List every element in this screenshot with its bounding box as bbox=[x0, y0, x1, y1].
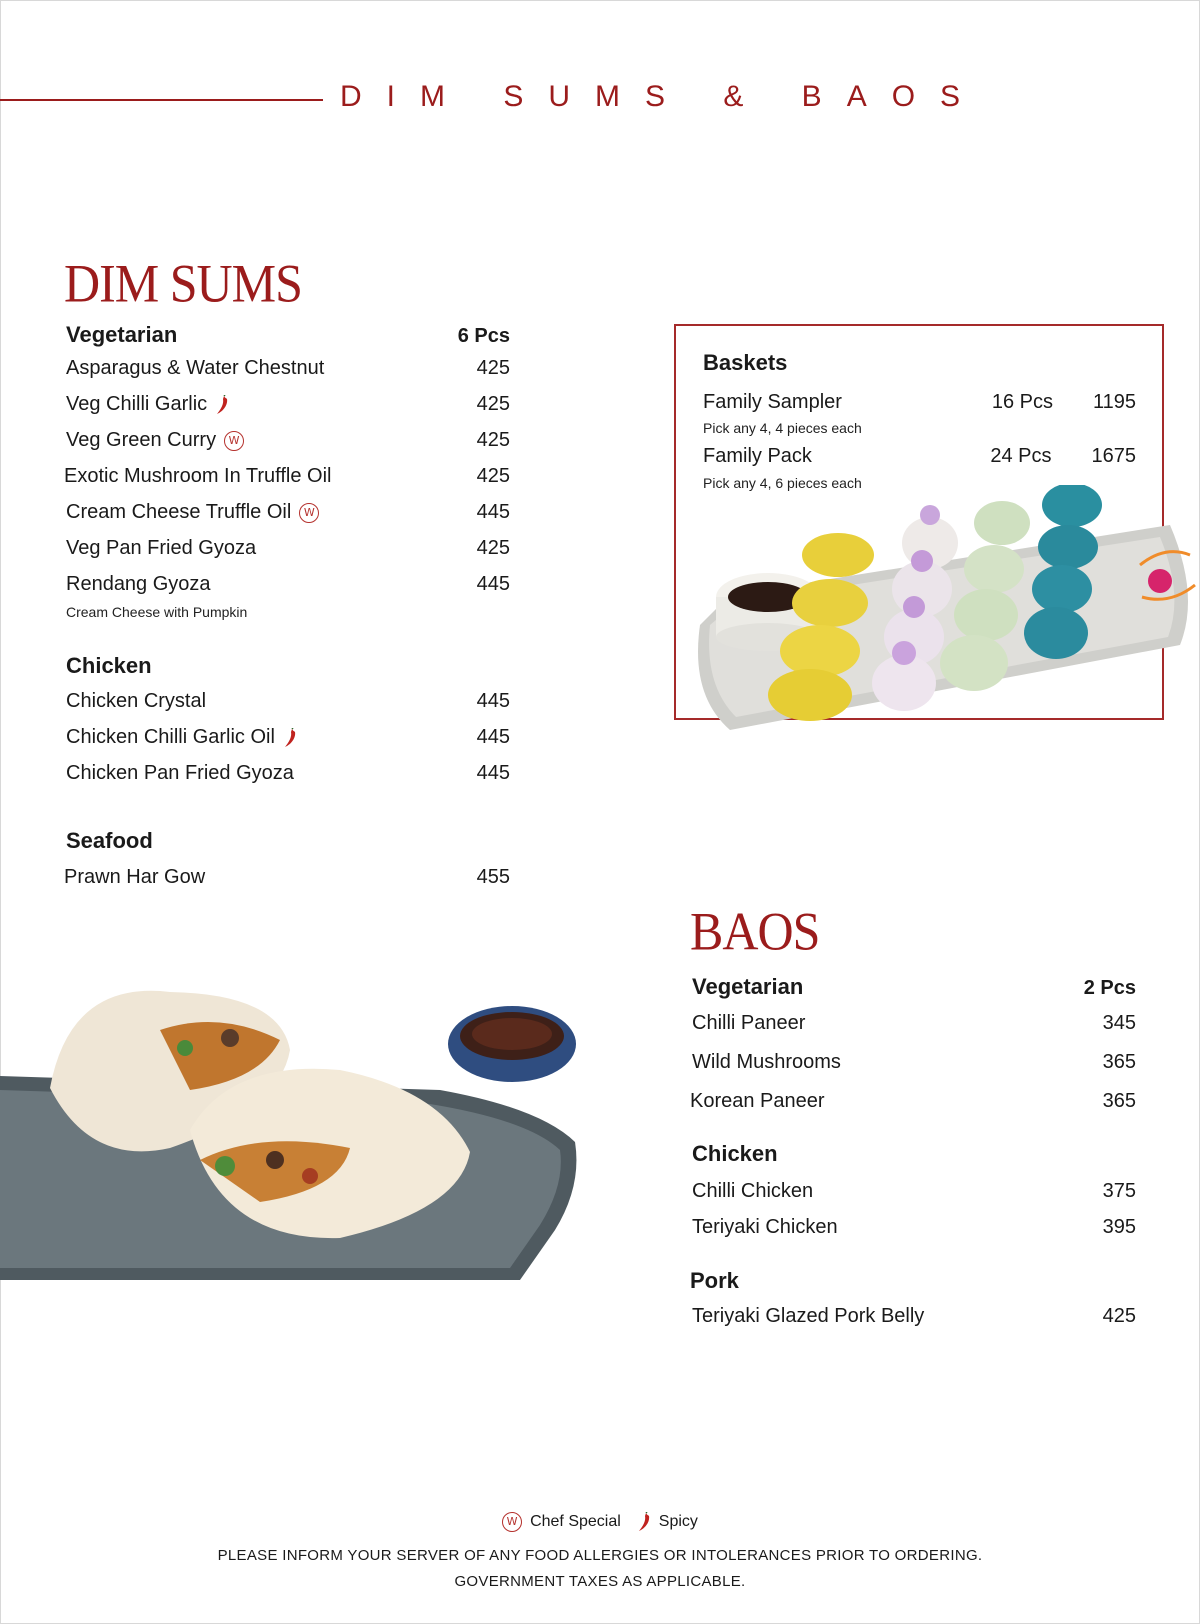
menu-item bbox=[64, 465, 510, 488]
item-price: 425 bbox=[476, 465, 510, 487]
dimsums-chicken-header bbox=[66, 653, 510, 679]
item-name: Chilli Chicken bbox=[692, 1180, 814, 1202]
menu-item bbox=[66, 690, 510, 713]
baos-title: BAOS bbox=[690, 901, 820, 962]
legend-spicy-label: Spicy bbox=[658, 1513, 698, 1530]
item-price: 1195 bbox=[1092, 391, 1136, 413]
allergy-notice: PLEASE INFORM YOUR SERVER OF ANY FOOD ALLERGIES OR INTOLERANCES PRIOR TO ORDERING. bbox=[217, 1547, 983, 1564]
dimsum-basket-photo bbox=[690, 485, 1200, 750]
item-price: 425 bbox=[476, 393, 510, 415]
dimsums-seafood-header bbox=[66, 828, 510, 854]
item-name: Rendang Gyoza bbox=[66, 573, 211, 595]
item-price: 425 bbox=[476, 429, 510, 451]
category-label: Chicken bbox=[692, 1141, 778, 1166]
item-name: Wild Mushrooms bbox=[692, 1051, 841, 1073]
item-pieces: 24 Pcs bbox=[990, 445, 1052, 467]
item-price: 365 bbox=[1102, 1051, 1136, 1073]
legend-chef-label: Chef Special bbox=[530, 1513, 621, 1530]
item-price: 345 bbox=[1102, 1012, 1136, 1034]
baos-chicken-header bbox=[692, 1141, 1136, 1167]
menu-item bbox=[692, 1051, 1136, 1074]
bao-photo bbox=[0, 980, 580, 1310]
item-name: Asparagus & Water Chestnut bbox=[66, 357, 325, 379]
item-price: 365 bbox=[1102, 1090, 1136, 1112]
baos-pork-header bbox=[690, 1268, 1136, 1294]
item-name: Teriyaki Glazed Pork Belly bbox=[692, 1305, 925, 1327]
item-name: Veg Chilli Garlic bbox=[66, 393, 208, 415]
chili-pepper-icon bbox=[283, 728, 297, 748]
menu-item bbox=[66, 357, 510, 380]
category-label: Baskets bbox=[703, 350, 788, 375]
page-title: DIM SUMS & BAOS bbox=[340, 80, 986, 113]
menu-item bbox=[66, 762, 510, 785]
menu-item bbox=[66, 537, 510, 560]
item-name: Exotic Mushroom In Truffle Oil bbox=[64, 465, 332, 487]
item-name: Teriyaki Chicken bbox=[692, 1216, 838, 1238]
dimsums-title: DIM SUMS bbox=[64, 253, 302, 314]
item-note: Pick any 4, 6 pieces each bbox=[703, 475, 862, 491]
portion-label: 6 Pcs bbox=[457, 325, 510, 347]
item-name: Korean Paneer bbox=[690, 1090, 825, 1112]
item-price: 455 bbox=[476, 866, 510, 888]
basket-item bbox=[703, 445, 1136, 468]
chef-special-icon: W bbox=[224, 431, 244, 451]
item-price: 1675 bbox=[1091, 445, 1136, 467]
chili-pepper-icon bbox=[637, 1512, 651, 1532]
baskets-header bbox=[703, 350, 1136, 376]
category-label: Vegetarian bbox=[66, 322, 178, 347]
tax-notice: GOVERNMENT TAXES AS APPLICABLE. bbox=[454, 1573, 746, 1590]
item-price: 395 bbox=[1102, 1216, 1136, 1238]
category-label: Pork bbox=[690, 1268, 739, 1293]
item-price: 445 bbox=[476, 573, 510, 595]
item-name: Veg Green Curry bbox=[66, 429, 217, 451]
item-note: Cream Cheese with Pumpkin bbox=[66, 604, 248, 620]
chef-special-icon: W bbox=[502, 1512, 522, 1532]
menu-item bbox=[66, 393, 510, 416]
item-price: 445 bbox=[476, 501, 510, 523]
portion-label: 2 Pcs bbox=[1083, 977, 1136, 999]
menu-item bbox=[692, 1216, 1136, 1239]
category-label: Seafood bbox=[66, 828, 153, 853]
baos-veg-header bbox=[692, 974, 1136, 1000]
item-price: 425 bbox=[1102, 1305, 1136, 1327]
item-name: Chicken Crystal bbox=[66, 690, 207, 712]
item-name: Family Pack bbox=[703, 445, 812, 467]
item-note: Pick any 4, 4 pieces each bbox=[703, 420, 862, 436]
category-label: Vegetarian bbox=[692, 974, 804, 999]
menu-item bbox=[66, 501, 510, 524]
chili-pepper-icon bbox=[215, 395, 229, 415]
header-rule bbox=[0, 99, 323, 101]
dimsums-veg-header bbox=[66, 322, 510, 348]
item-price: 445 bbox=[476, 726, 510, 748]
item-name: Family Sampler bbox=[703, 391, 842, 413]
item-price: 375 bbox=[1102, 1180, 1136, 1202]
menu-item bbox=[692, 1180, 1136, 1203]
basket-item bbox=[703, 391, 1136, 414]
item-name: Chicken Chilli Garlic Oil bbox=[66, 726, 275, 748]
item-price: 425 bbox=[476, 357, 510, 379]
menu-item bbox=[66, 726, 510, 749]
item-price: 425 bbox=[476, 537, 510, 559]
menu-item bbox=[64, 866, 510, 889]
item-name: Chicken Pan Fried Gyoza bbox=[66, 762, 294, 784]
chef-special-icon: W bbox=[299, 503, 319, 523]
item-price: 445 bbox=[476, 690, 510, 712]
menu-item bbox=[692, 1012, 1136, 1035]
item-name: Veg Pan Fried Gyoza bbox=[66, 537, 257, 559]
menu-item bbox=[692, 1305, 1136, 1328]
menu-item bbox=[66, 429, 510, 452]
menu-item bbox=[690, 1090, 1136, 1113]
legend bbox=[0, 1512, 1200, 1532]
menu-item bbox=[66, 573, 510, 596]
item-name: Prawn Har Gow bbox=[64, 866, 206, 888]
item-name: Cream Cheese Truffle Oil bbox=[66, 501, 292, 523]
item-pieces: 16 Pcs bbox=[991, 391, 1053, 413]
item-name: Chilli Paneer bbox=[692, 1012, 806, 1034]
item-price: 445 bbox=[476, 762, 510, 784]
category-label: Chicken bbox=[66, 653, 152, 678]
